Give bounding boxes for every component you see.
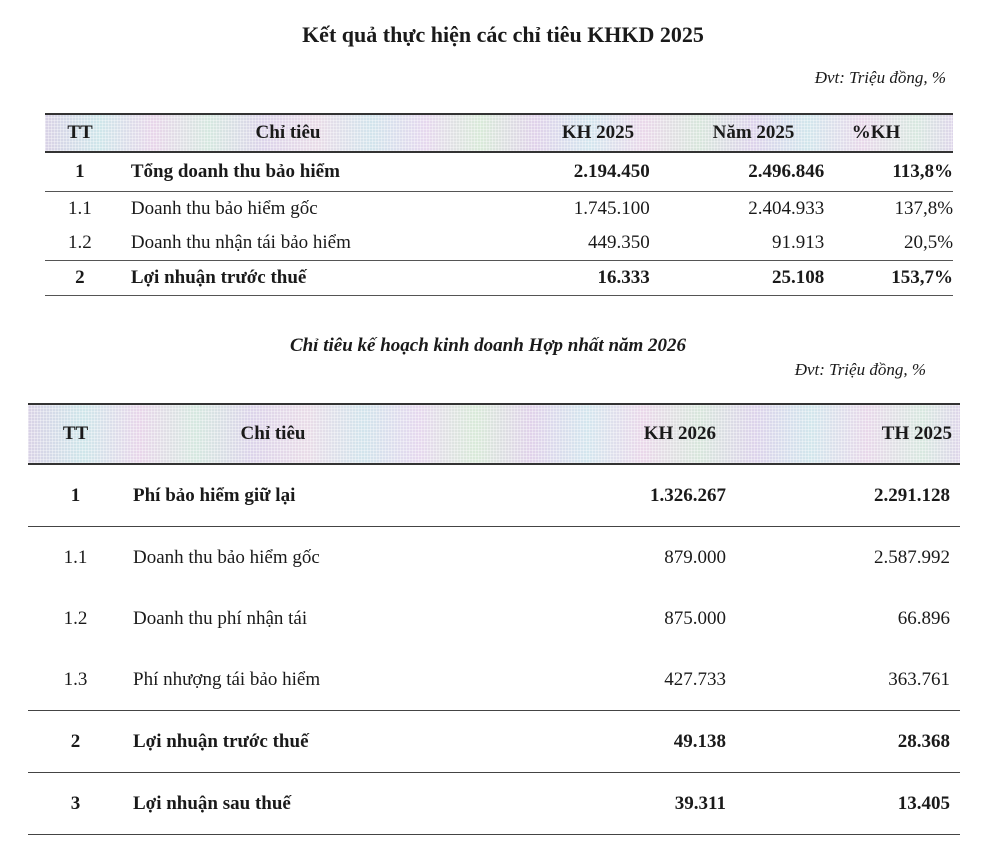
header-tt: TT: [67, 122, 93, 143]
header-name: Chỉ tiêu: [240, 423, 306, 444]
table-row: [45, 192, 953, 226]
row-th: 2.587.992: [874, 546, 950, 568]
row-kh: 39.311: [674, 792, 726, 814]
row-name: Phí nhượng tái bảo hiểm: [133, 668, 321, 690]
row-kh: 427.733: [664, 668, 726, 690]
row-name: Lợi nhuận trước thuế: [133, 730, 309, 752]
header-kh-2026: KH 2026: [643, 423, 716, 444]
row-kh: 16.333: [597, 267, 650, 288]
row-kh: 875.000: [664, 607, 726, 629]
table1-unit-note: Đvt: Triệu đồng, %: [814, 68, 946, 87]
row-pct: 137,8%: [894, 198, 954, 219]
row-name: Doanh thu bảo hiểm gốc: [130, 198, 318, 219]
row-tt: 1: [70, 484, 81, 506]
row-name: Doanh thu bảo hiểm gốc: [133, 546, 320, 568]
row-nam: 91.913: [772, 232, 825, 253]
row-tt: 2: [75, 267, 85, 288]
row-name: Lợi nhuận sau thuế: [133, 792, 291, 814]
row-kh: 1.326.267: [650, 484, 726, 506]
row-nam: 25.108: [772, 267, 825, 288]
table-row: [45, 153, 953, 192]
table1-header-row: [45, 113, 953, 153]
table-row: [28, 588, 960, 649]
row-kh: 2.194.450: [573, 161, 650, 182]
row-kh: 49.138: [673, 730, 726, 752]
row-pct: 20,5%: [903, 232, 954, 253]
table2-title: Chỉ tiêu kế hoạch kinh doanh Hợp nhất năm 2026: [289, 335, 687, 356]
row-th: 2.291.128: [874, 484, 950, 506]
row-tt: 3: [70, 792, 81, 814]
table-row: [45, 226, 953, 261]
row-kh: 449.350: [587, 232, 650, 253]
row-name: Phí bảo hiểm giữ lại: [133, 484, 296, 506]
table-row: [28, 711, 960, 773]
header-kh-2025: KH 2025: [561, 122, 635, 143]
header-tt: TT: [62, 423, 89, 444]
table-row: [28, 773, 960, 835]
row-tt: 1: [75, 161, 85, 182]
row-tt: 1.3: [63, 668, 88, 690]
business-plan-2026-table: [28, 403, 960, 835]
row-pct: 153,7%: [891, 267, 954, 288]
row-nam: 2.404.933: [748, 198, 825, 219]
row-kh: 1.745.100: [573, 198, 650, 219]
row-tt: 1.2: [68, 232, 92, 253]
header-name: Chỉ tiêu: [255, 122, 321, 143]
table-row: [45, 261, 953, 296]
table2-unit-note: Đvt: Triệu đồng, %: [794, 360, 926, 379]
row-th: 66.896: [897, 607, 950, 629]
row-name: Tổng doanh thu bảo hiểm: [130, 161, 340, 182]
table-row: [28, 465, 960, 527]
table2-header-row: [28, 403, 960, 465]
header-nam-2025: Năm 2025: [712, 122, 795, 143]
row-name: Lợi nhuận trước thuế: [130, 267, 307, 288]
row-name: Doanh thu phí nhận tái: [133, 607, 308, 629]
row-pct: 113,8%: [892, 161, 954, 182]
row-th: 363.761: [888, 668, 950, 690]
header-pct-kh: %KH: [851, 122, 901, 143]
row-name: Doanh thu nhận tái bảo hiểm: [130, 232, 351, 253]
row-th: 28.368: [897, 730, 950, 752]
kpi-2025-results-table: [45, 113, 953, 296]
table-row: [28, 649, 960, 711]
row-kh: 879.000: [664, 546, 726, 568]
row-tt: 1.1: [63, 546, 88, 568]
header-th-2025: TH 2025: [881, 423, 952, 444]
row-tt: 1.1: [68, 198, 92, 219]
table-row: [28, 527, 960, 588]
row-nam: 2.496.846: [748, 161, 825, 182]
row-tt: 1.2: [63, 607, 88, 629]
row-tt: 2: [70, 730, 81, 752]
table1-title: Kết quả thực hiện các chỉ tiêu KHKD 2025: [302, 22, 704, 47]
row-th: 13.405: [897, 792, 950, 814]
